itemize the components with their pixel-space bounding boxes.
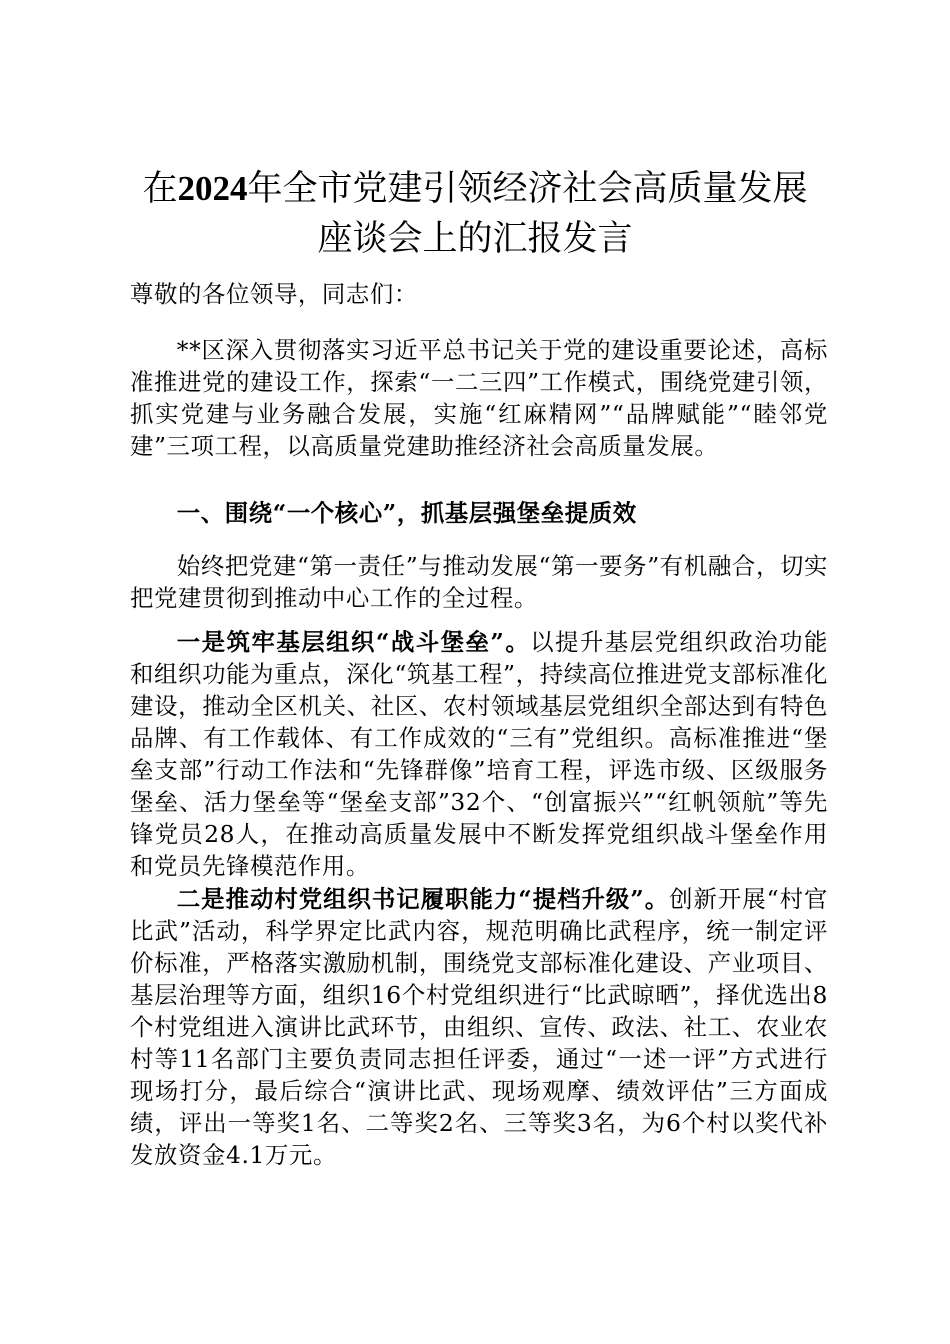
title-year: 2024 bbox=[177, 169, 248, 208]
title-line-2: 座谈会上的汇报发言 bbox=[317, 219, 633, 259]
point-one-paragraph bbox=[130, 626, 828, 882]
title-suffix: 年全市党建引领经济社会高质量发展 bbox=[247, 169, 808, 209]
title-prefix: 在 bbox=[142, 169, 178, 209]
document-title bbox=[100, 164, 850, 264]
greeting: 尊敬的各位领导，同志们： bbox=[130, 280, 418, 308]
point-two-text: 创新开展“村官比武”活动，科学界定比武内容，规范明确比武程序，统一制定评价标准，严格落实激励机制，围绕党支部标准化建设、产业项目、基层治理等方面，组织16个村党组织进行“比武晾晒”，择优选出8个村党组进入演讲比武环节，由组织、宣传、政法、社工、农业农村等11名部门主要负责同志担任评委，通过“一述一评”方式进行现场打分，最后综合“演讲比武、现场观摩、绩效评估”三方面成绩，评出一等奖1名、二等奖2名、三等奖3名，为6个村以奖代补发放资金4.1万元。 bbox=[130, 885, 828, 1169]
point-one-text: 以提升基层党组织政治功能和组织功能为重点，深化“筑基工程”，持续高位推进党支部标准化建设，推动全区机关、社区、农村领域基层党组织全部达到有特色品牌、有工作载体、有工作成效的“三有”党组织。高标准推进“堡垒支部”行动工作法和“先锋群像”培育工程，评选市级、区级服务堡垒、活力堡垒等“堡垒支部”32个、“创富振兴”“红帆领航”等先锋党员28人，在推动高质量发展中不断发挥党组织战斗堡垒作用和党员先锋模范作用。 bbox=[130, 628, 828, 880]
point-one-lead: 一是筑牢基层组织“战斗堡垒”。 bbox=[176, 628, 531, 656]
title-line-1 bbox=[100, 164, 850, 214]
intro-paragraph: **区深入贯彻落实习近平总书记关于党的建设重要论述，高标准推进党的建设工作，探索“一二三四”工作模式，围绕党建引领，抓实党建与业务融合发展，实施“红麻精网”“品牌赋能”“睦邻党建”三项工程，以高质量党建助推经济社会高质量发展。 bbox=[130, 336, 828, 460]
section-one-intro: 始终把党建“第一责任”与推动发展“第一要务”有机融合，切实把党建贯彻到推动中心工作的全过程。 bbox=[130, 552, 828, 612]
point-two-paragraph bbox=[130, 883, 828, 1171]
section-heading-one: 一、围绕“一个核心”，抓基层强堡垒提质效 bbox=[176, 499, 637, 527]
point-two-lead: 二是推动村党组织书记履职能力“提档升级”。 bbox=[176, 885, 670, 913]
